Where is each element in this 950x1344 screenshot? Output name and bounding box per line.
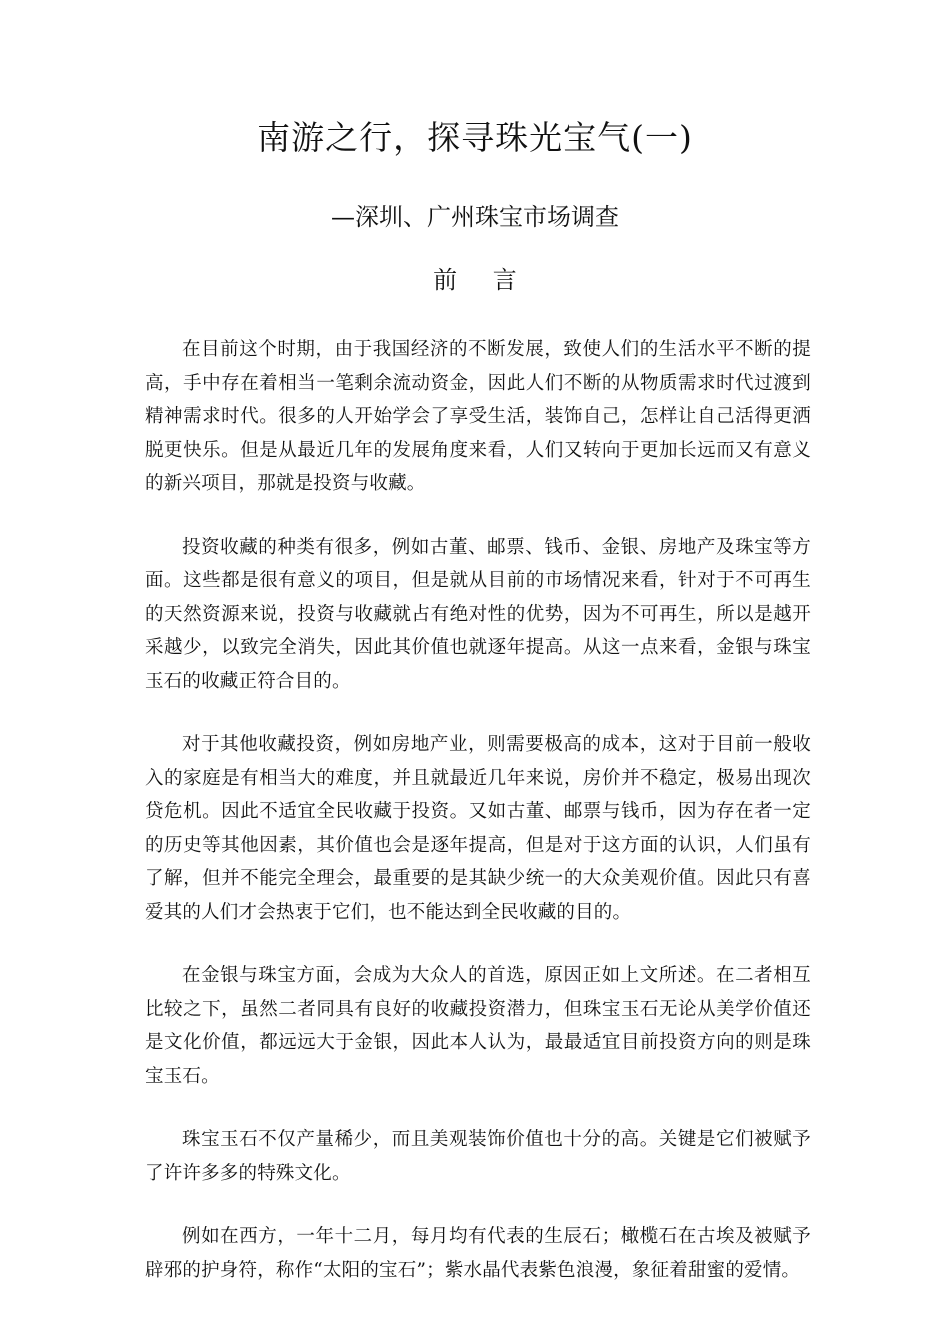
paragraph-2: 投资收藏的种类有很多，例如古董、邮票、钱币、金银、房地产及珠宝等方面。这些都是很有意义的项目，但是就从目前的市场情况来看，针对于不可再生的天然资源来说，投资与收藏就占有绝对性的优势，因为不可再生，所以是越开采越少，以致完全消失，因此其价值也就逐年提高。从这一点来看，金银与珠宝玉石的收藏正符合目的。 xyxy=(145,536,811,692)
body-text xyxy=(145,333,811,1317)
paragraph-5: 珠宝玉石不仅产量稀少，而且美观装饰价值也十分的高。关键是它们被赋予了许许多多的特殊文化。 xyxy=(145,1129,811,1184)
document-title: 南游之行，探寻珠光宝气(一) xyxy=(257,118,693,157)
paragraph-6: 例如在西方，一年十二月，每月均有代表的生辰石；橄榄石在古埃及被赋予辟邪的护身符，称作“太阳的宝石”；紫水晶代表紫色浪漫，象征着甜蜜的爱情。 xyxy=(145,1226,811,1281)
paragraph-1: 在目前这个时期，由于我国经济的不断发展，致使人们的生活水平不断的提高，手中存在着相当一笔剩余流动资金，因此人们不断的从物质需求时代过渡到精神需求时代。很多的人开始学会了享受生活，装饰自己，怎样让自己活得更洒脱更快乐。但是从最近几年的发展角度来看，人们又转向于更加长远而又有意义的新兴项目，那就是投资与收藏。 xyxy=(145,339,811,494)
paragraph-4: 在金银与珠宝方面，会成为大众人的首选，原因正如上文所述。在二者相互比较之下，虽然二者同具有良好的收藏投资潜力，但珠宝玉石无论从美学价值还是文化价值，都远远大于金银，因此本人认为，最最适宜目前投资方向的则是珠宝玉石。 xyxy=(145,965,811,1087)
paragraph-3: 对于其他收藏投资，例如房地产业，则需要极高的成本，这对于目前一般收入的家庭是有相当大的难度，并且就最近几年来说，房价并不稳定，极易出现次贷危机。因此不适宜全民收藏于投资。又如古董、邮票与钱币，因为存在者一定的历史等其他因素，其价值也会是逐年提高，但是对于这方面的认识，人们虽有了解，但并不能完全理会，最重要的是其缺少统一的大众美观价值。因此只有喜爱其的人们才会热衷于它们，也不能达到全民收藏的目的。 xyxy=(145,734,811,923)
document-subtitle: —深圳、广州珠宝市场调查 xyxy=(331,203,619,231)
section-heading: 前 言 xyxy=(433,266,531,294)
